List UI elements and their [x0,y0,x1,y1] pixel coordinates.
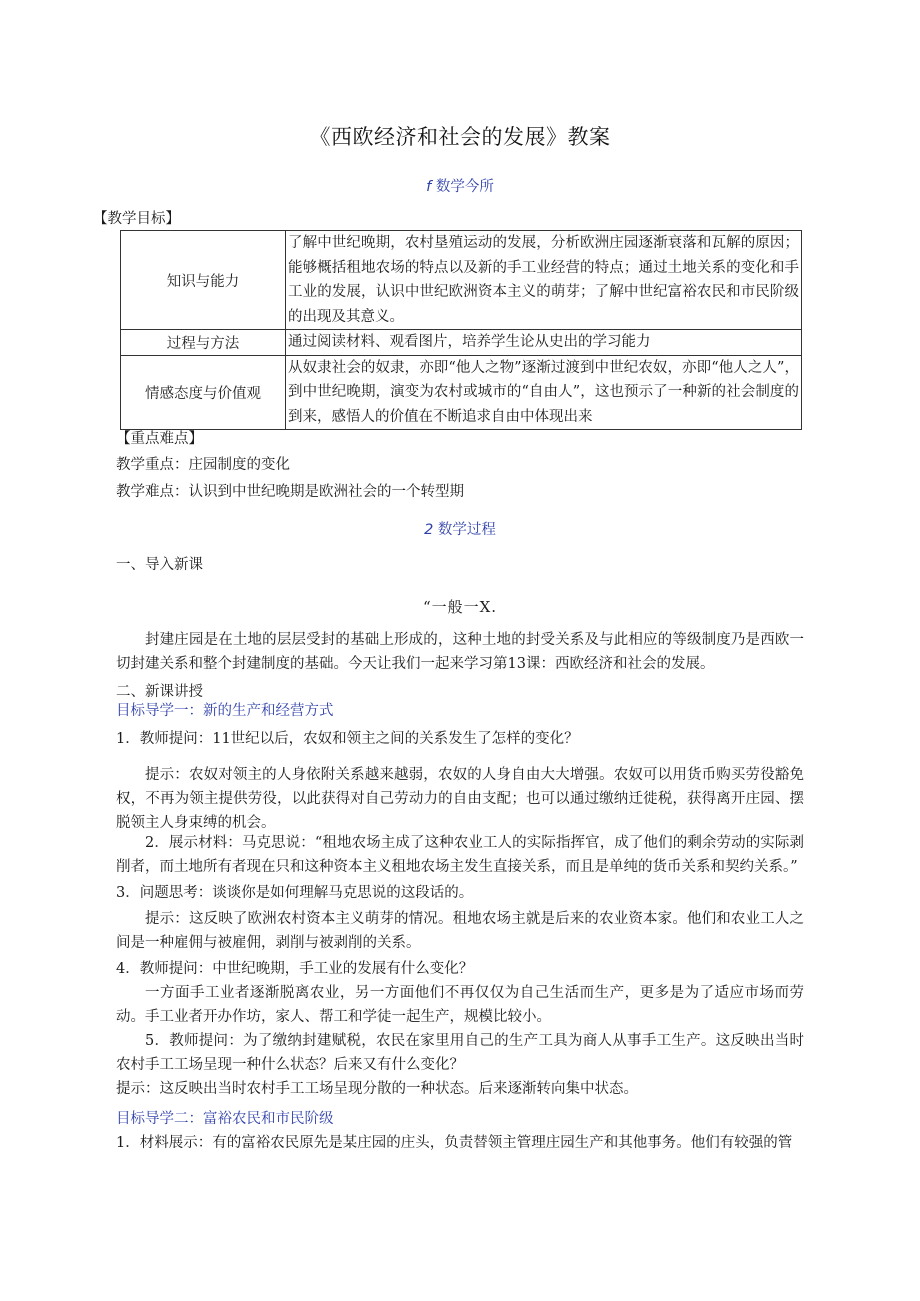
table-row [121,330,802,356]
question-1: 1．教师提问：11世纪以后，农奴和领主之间的关系发生了怎样的变化？ [116,731,579,747]
center-mark: “一般一X. [422,598,498,616]
teaching-difficulty: 教学难点：认识到中世纪晚期是欧洲社会的一个转型期 [116,484,464,500]
answer-3: 提示：这反映了欧洲农村资本主义萌芽的情况。租地农场主就是后来的农业资本家。他们和农业工人之间是一种雇佣与被雇佣，剥削与被剥削的关系。 [116,911,804,951]
objective-content: 通过阅读材料、观看图片，培养学生论从史出的学习能力 [286,330,802,356]
material-1: 1．材料展示：有的富裕农民原先是某庄园的庄头，负责替领主管理庄园生产和其他事务。他们有较强的管 [116,1135,793,1151]
objective-content: 从奴隶社会的奴隶，亦即“他人之物”逐渐过渡到中世纪农奴，亦即“他人之人”，到中世纪晚期，演变为农村或城市的“自由人”，这也预示了一种新的社会制度的到来，感悟人的价值在不断追求自由中体现出来 [286,355,802,430]
question-3: 3．问题思考：谈谈你是如何理解马克思说的这段话的。 [116,885,474,901]
goal-heading-1: 目标导学一：新的生产和经营方式 [116,703,334,719]
answer-4: 一方面手工业者逐渐脱离农业，另一方面他们不再仅仅为自己生活而生产，更多是为了适应市场而劳动。手工业者开办作坊，家人、帮工和学徒一起生产，规模比较小。 [116,985,804,1025]
objective-category: 过程与方法 [121,330,286,356]
document-title: 《西欧经济和社会的发展》教案 [309,125,611,149]
answer-1: 提示：农奴对领主的人身依附关系越来越弱，农奴的人身自由大大增强。农奴可以用货币购买劳役豁免权，不再为领主提供劳役，以此获得对自己劳动力的自由支配；也可以通过缴纳迁徙税，获得离开庄园、摆脱领主人身束缚的机会。 [116,767,804,831]
objective-category: 情感态度与价值观 [121,355,286,430]
table-row [121,355,802,430]
section-heading-1 [0,175,920,196]
section-heading-1-lead: f [426,179,432,195]
section-heading-2-lead: 2 [424,522,434,538]
section-heading-2 [0,518,920,539]
question-4: 4．教师提问：中世纪晚期，手工业的发展有什么变化？ [116,961,474,977]
objectives-table [120,230,802,430]
answer-5: 提示：这反映出当时农村手工工场呈现分散的一种状态。后来逐渐转向集中状态。 [116,1081,638,1097]
objective-content: 了解中世纪晚期，农村垦殖运动的发展，分析欧洲庄园逐渐衰落和瓦解的原因；能够概括租地农场的特点以及新的手工业经营的特点；通过土地关系的变化和手工业的发展，认识中世纪欧洲资本主义的萌芽；了解中世纪富裕农民和市民阶级的出现及其意义。 [286,231,802,330]
question-5: 5．教师提问：为了缴纳封建赋税，农民在家里用自己的生产工具为商人从事手工生产。这反映出当时农村手工工场呈现一种什么状态？后来又有什么变化？ [116,1033,804,1073]
section-heading-2-text: 数学过程 [437,522,496,538]
intro-heading: 一、导入新课 [116,557,203,573]
intro-paragraph: 封建庄园是在土地的层层受封的基础上形成的，这种土地的封受关系及与此相应的等级制度乃是西欧一切封建关系和整个封建制度的基础。今天让我们一起来学习第13课：西欧经济和社会的发展。 [116,632,804,672]
goal-heading-2: 目标导学二：富裕农民和市民阶级 [116,1111,334,1127]
objective-category: 知识与能力 [121,231,286,330]
material-2: 2．展示材料：马克思说：“租地农场主成了这种农业工人的实际指挥官，成了他们的剩余劳动的实际剥削者，而土地所有者现在只和这种资本主义租地农场主发生直接关系，而且是单纯的货币关系和契约关系。” [116,835,804,875]
objectives-label: 【教学目标】 [93,211,180,227]
lecture-heading: 二、新课讲授 [116,684,203,700]
teaching-focus: 教学重点：庄园制度的变化 [116,457,290,473]
section-heading-1-text: 数学今所 [435,179,494,195]
table-row [121,231,802,330]
key-points-label: 【重点难点】 [116,431,203,447]
